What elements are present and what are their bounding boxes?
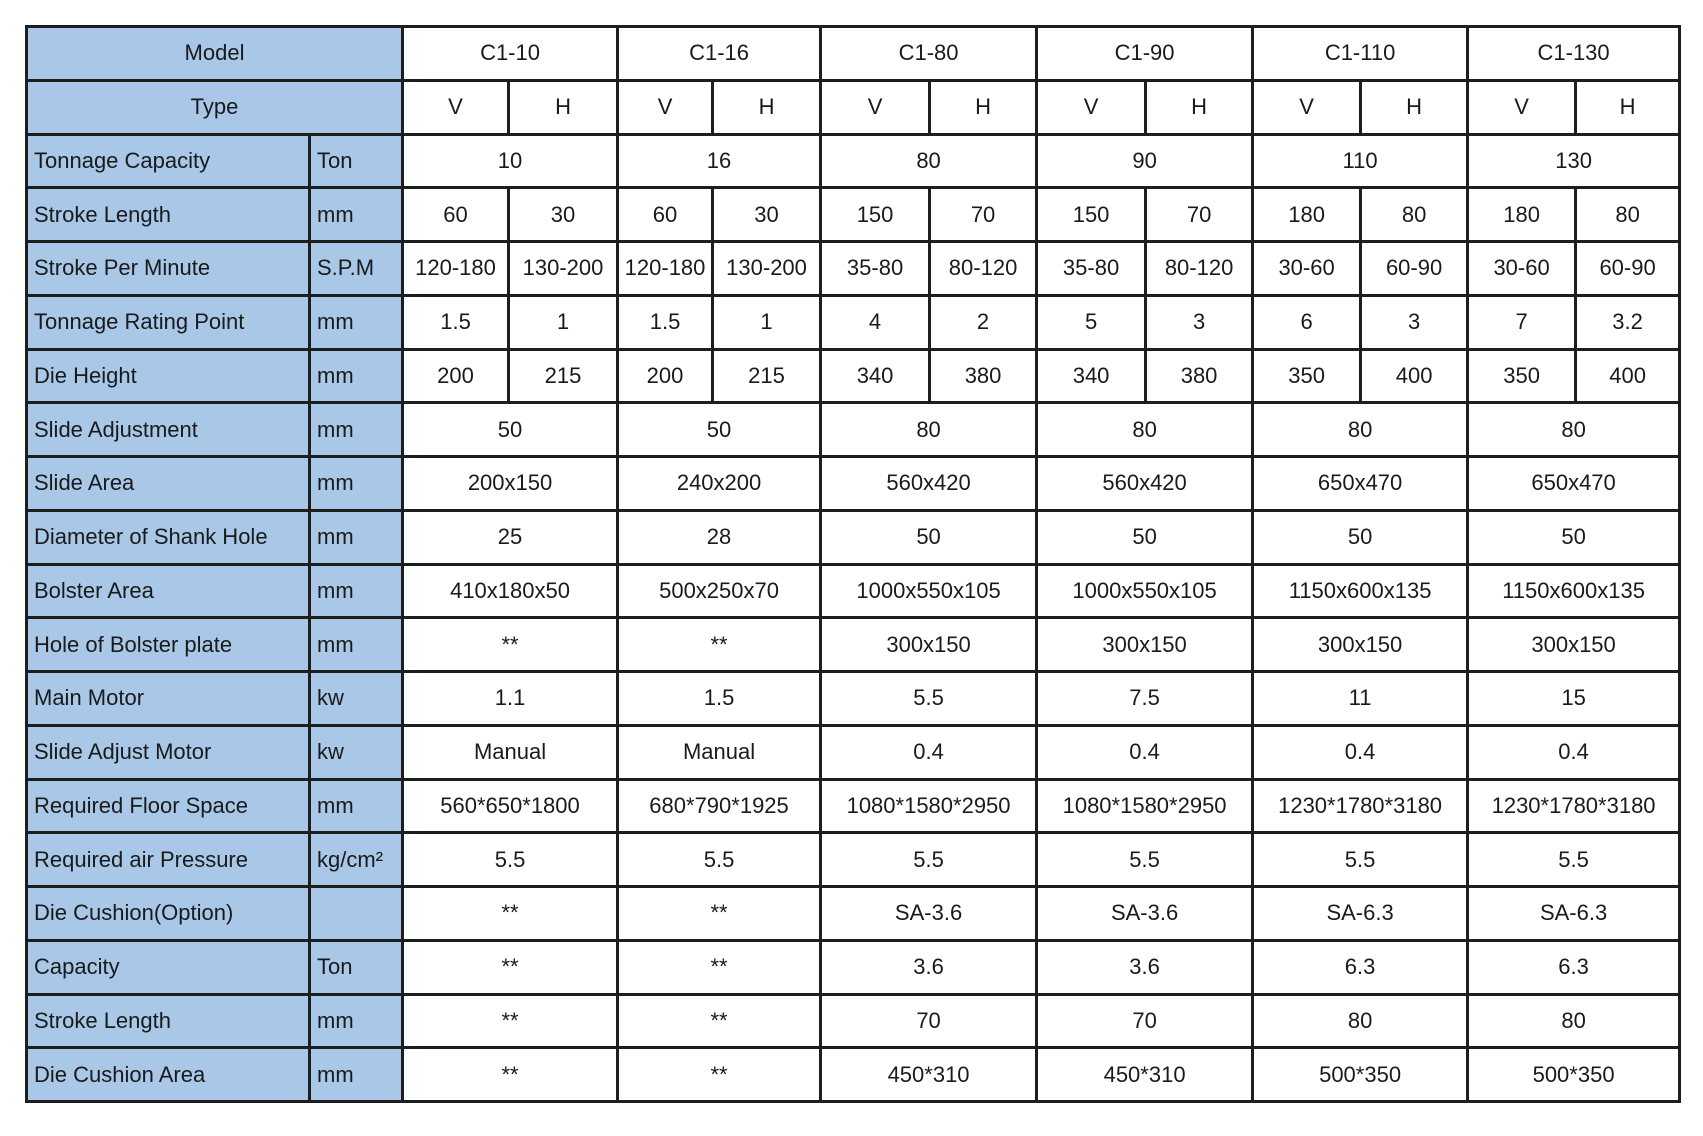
spec-value: **	[618, 994, 821, 1048]
spec-row	[27, 779, 1680, 833]
spec-label: Slide Area	[27, 457, 310, 511]
spec-value: 650x470	[1253, 457, 1468, 511]
spec-row	[27, 242, 1680, 296]
spec-label: Required Floor Space	[27, 779, 310, 833]
spec-value: 400	[1361, 349, 1468, 403]
spec-label: Capacity	[27, 940, 310, 994]
spec-value: 130-200	[509, 242, 618, 296]
type-row	[27, 80, 1680, 134]
type-cell: H	[509, 80, 618, 134]
spec-value: 400	[1576, 349, 1680, 403]
spec-value: 2	[930, 295, 1037, 349]
spec-value: **	[618, 940, 821, 994]
spec-value: 80	[1576, 188, 1680, 242]
spec-value: 3	[1146, 295, 1253, 349]
model-name-cell: C1-110	[1253, 27, 1468, 81]
spec-value: 3.6	[821, 940, 1037, 994]
spec-value: 60-90	[1361, 242, 1468, 296]
spec-unit: mm	[310, 457, 403, 511]
spec-row	[27, 510, 1680, 564]
type-cell: V	[403, 80, 509, 134]
spec-value: 500x250x70	[618, 564, 821, 618]
spec-row	[27, 725, 1680, 779]
spec-value: 180	[1468, 188, 1576, 242]
spec-row	[27, 833, 1680, 887]
spec-unit: mm	[310, 618, 403, 672]
spec-value: 6.3	[1468, 940, 1680, 994]
type-cell: H	[1576, 80, 1680, 134]
type-cell: V	[618, 80, 713, 134]
model-header-label: Model	[27, 27, 403, 81]
spec-value: 0.4	[821, 725, 1037, 779]
spec-value: **	[403, 994, 618, 1048]
spec-value: 200x150	[403, 457, 618, 511]
spec-value: SA-3.6	[821, 887, 1037, 941]
spec-label: Stroke Length	[27, 188, 310, 242]
spec-value: **	[403, 940, 618, 994]
spec-value: 0.4	[1037, 725, 1253, 779]
spec-unit: mm	[310, 188, 403, 242]
spec-row	[27, 887, 1680, 941]
spec-value: 0.4	[1253, 725, 1468, 779]
spec-unit: kg/cm²	[310, 833, 403, 887]
spec-label: Stroke Length	[27, 994, 310, 1048]
spec-value: 1080*1580*2950	[821, 779, 1037, 833]
model-name-cell: C1-10	[403, 27, 618, 81]
spec-value: 3	[1361, 295, 1468, 349]
spec-value: 35-80	[821, 242, 930, 296]
spec-row	[27, 672, 1680, 726]
spec-unit: kw	[310, 725, 403, 779]
spec-value: 215	[509, 349, 618, 403]
spec-value: 7.5	[1037, 672, 1253, 726]
spec-value: 450*310	[1037, 1048, 1253, 1102]
type-cell: V	[1037, 80, 1146, 134]
spec-value: Manual	[618, 725, 821, 779]
spec-value: 340	[1037, 349, 1146, 403]
spec-value: 1230*1780*3180	[1468, 779, 1680, 833]
spec-label: Bolster Area	[27, 564, 310, 618]
spec-value: Manual	[403, 725, 618, 779]
spec-row	[27, 403, 1680, 457]
spec-row	[27, 618, 1680, 672]
spec-value: 28	[618, 510, 821, 564]
spec-row	[27, 457, 1680, 511]
spec-value: 180	[1253, 188, 1361, 242]
spec-value: 1150x600x135	[1253, 564, 1468, 618]
spec-value: 680*790*1925	[618, 779, 821, 833]
spec-label: Tonnage Capacity	[27, 134, 310, 188]
spec-value: 1230*1780*3180	[1253, 779, 1468, 833]
spec-label: Slide Adjust Motor	[27, 725, 310, 779]
spec-value: 1080*1580*2950	[1037, 779, 1253, 833]
spec-row	[27, 349, 1680, 403]
spec-value: 560x420	[1037, 457, 1253, 511]
spec-label: Tonnage Rating Point	[27, 295, 310, 349]
spec-value: 5.5	[1253, 833, 1468, 887]
spec-row	[27, 134, 1680, 188]
spec-value: 50	[1468, 510, 1680, 564]
spec-unit: mm	[310, 510, 403, 564]
spec-label: Die Cushion Area	[27, 1048, 310, 1102]
spec-value: **	[618, 887, 821, 941]
spec-table	[25, 25, 1681, 1103]
spec-value: 380	[930, 349, 1037, 403]
spec-value: 60	[618, 188, 713, 242]
spec-value: 60-90	[1576, 242, 1680, 296]
spec-value: **	[618, 618, 821, 672]
spec-value: 1150x600x135	[1468, 564, 1680, 618]
spec-value: 30-60	[1468, 242, 1576, 296]
spec-value: 70	[1037, 994, 1253, 1048]
spec-value: 11	[1253, 672, 1468, 726]
spec-value: 80	[1468, 994, 1680, 1048]
spec-row	[27, 994, 1680, 1048]
spec-value: 5.5	[821, 833, 1037, 887]
spec-value: 450*310	[821, 1048, 1037, 1102]
spec-value: 10	[403, 134, 618, 188]
spec-value: 90	[1037, 134, 1253, 188]
spec-value: 380	[1146, 349, 1253, 403]
spec-value: 25	[403, 510, 618, 564]
spec-value: 3.2	[1576, 295, 1680, 349]
spec-value: 1	[509, 295, 618, 349]
type-cell: H	[1361, 80, 1468, 134]
spec-value: 30	[509, 188, 618, 242]
spec-value: 150	[821, 188, 930, 242]
spec-label: Main Motor	[27, 672, 310, 726]
spec-unit: mm	[310, 295, 403, 349]
spec-value: 80	[1468, 403, 1680, 457]
spec-value: 350	[1468, 349, 1576, 403]
spec-unit: kw	[310, 672, 403, 726]
spec-value: 1000x550x105	[1037, 564, 1253, 618]
spec-unit: Ton	[310, 940, 403, 994]
spec-value: 50	[821, 510, 1037, 564]
spec-row	[27, 940, 1680, 994]
model-name-cell: C1-90	[1037, 27, 1253, 81]
spec-value: 6	[1253, 295, 1361, 349]
type-cell: V	[821, 80, 930, 134]
spec-value: 0.4	[1468, 725, 1680, 779]
spec-unit: mm	[310, 994, 403, 1048]
spec-value: 110	[1253, 134, 1468, 188]
spec-value: 300x150	[1468, 618, 1680, 672]
spec-value: 7	[1468, 295, 1576, 349]
spec-value: **	[403, 887, 618, 941]
spec-unit: mm	[310, 349, 403, 403]
type-cell: V	[1253, 80, 1361, 134]
type-cell: V	[1468, 80, 1576, 134]
spec-label: Slide Adjustment	[27, 403, 310, 457]
spec-value: 130-200	[713, 242, 821, 296]
spec-value: **	[403, 1048, 618, 1102]
spec-value: 300x150	[821, 618, 1037, 672]
spec-value: 215	[713, 349, 821, 403]
spec-value: 560x420	[821, 457, 1037, 511]
spec-label: Stroke Per Minute	[27, 242, 310, 296]
spec-value: SA-3.6	[1037, 887, 1253, 941]
spec-row	[27, 295, 1680, 349]
spec-value: 1000x550x105	[821, 564, 1037, 618]
spec-value: 1	[713, 295, 821, 349]
spec-value: 6.3	[1253, 940, 1468, 994]
type-cell: H	[1146, 80, 1253, 134]
spec-value: 5.5	[821, 672, 1037, 726]
model-name-cell: C1-130	[1468, 27, 1680, 81]
spec-value: 80	[1037, 403, 1253, 457]
spec-row	[27, 188, 1680, 242]
spec-value: 300x150	[1253, 618, 1468, 672]
spec-value: 30	[713, 188, 821, 242]
spec-value: 60	[403, 188, 509, 242]
spec-table-body	[27, 27, 1680, 1102]
spec-value: 80	[821, 403, 1037, 457]
spec-value: 500*350	[1468, 1048, 1680, 1102]
type-header-label: Type	[27, 80, 403, 134]
spec-value: 1.1	[403, 672, 618, 726]
spec-value: 80	[821, 134, 1037, 188]
spec-value: 50	[1037, 510, 1253, 564]
spec-label: Die Height	[27, 349, 310, 403]
spec-value: 5.5	[1037, 833, 1253, 887]
spec-value: 50	[403, 403, 618, 457]
spec-value: 3.6	[1037, 940, 1253, 994]
spec-value: 240x200	[618, 457, 821, 511]
spec-value: 120-180	[618, 242, 713, 296]
spec-label: Die Cushion(Option)	[27, 887, 310, 941]
spec-value: 15	[1468, 672, 1680, 726]
spec-value: 120-180	[403, 242, 509, 296]
spec-value: 35-80	[1037, 242, 1146, 296]
spec-unit: mm	[310, 403, 403, 457]
spec-unit: mm	[310, 1048, 403, 1102]
spec-row	[27, 1048, 1680, 1102]
spec-value: 70	[1146, 188, 1253, 242]
spec-value: 5.5	[618, 833, 821, 887]
spec-value: 80	[1253, 994, 1468, 1048]
spec-value: 500*350	[1253, 1048, 1468, 1102]
model-name-cell: C1-16	[618, 27, 821, 81]
spec-value: 650x470	[1468, 457, 1680, 511]
spec-value: 130	[1468, 134, 1680, 188]
spec-value: 50	[1253, 510, 1468, 564]
spec-value: 4	[821, 295, 930, 349]
spec-value: 1.5	[618, 672, 821, 726]
spec-value: 70	[930, 188, 1037, 242]
spec-value: 150	[1037, 188, 1146, 242]
spec-value: 410x180x50	[403, 564, 618, 618]
spec-unit: mm	[310, 564, 403, 618]
spec-unit: Ton	[310, 134, 403, 188]
spec-value: SA-6.3	[1253, 887, 1468, 941]
model-name-cell: C1-80	[821, 27, 1037, 81]
spec-value: 70	[821, 994, 1037, 1048]
spec-unit: S.P.M	[310, 242, 403, 296]
spec-value: 5	[1037, 295, 1146, 349]
spec-value: 1.5	[618, 295, 713, 349]
spec-value: 200	[403, 349, 509, 403]
type-cell: H	[713, 80, 821, 134]
spec-value: 5.5	[403, 833, 618, 887]
spec-value: 5.5	[1468, 833, 1680, 887]
spec-unit: mm	[310, 779, 403, 833]
spec-value: 80	[1361, 188, 1468, 242]
spec-value: 80-120	[1146, 242, 1253, 296]
spec-value: 340	[821, 349, 930, 403]
spec-value: 80-120	[930, 242, 1037, 296]
spec-value: 80	[1253, 403, 1468, 457]
spec-label: Hole of Bolster plate	[27, 618, 310, 672]
spec-value: **	[403, 618, 618, 672]
spec-label: Diameter of Shank Hole	[27, 510, 310, 564]
spec-value: **	[618, 1048, 821, 1102]
type-cell: H	[930, 80, 1037, 134]
spec-value: 50	[618, 403, 821, 457]
spec-value: 16	[618, 134, 821, 188]
spec-label: Required air Pressure	[27, 833, 310, 887]
spec-value: 560*650*1800	[403, 779, 618, 833]
spec-value: 1.5	[403, 295, 509, 349]
spec-value: 200	[618, 349, 713, 403]
spec-value: 300x150	[1037, 618, 1253, 672]
model-row	[27, 27, 1680, 81]
spec-unit	[310, 887, 403, 941]
spec-row	[27, 564, 1680, 618]
spec-value: SA-6.3	[1468, 887, 1680, 941]
spec-value: 350	[1253, 349, 1361, 403]
spec-value: 30-60	[1253, 242, 1361, 296]
